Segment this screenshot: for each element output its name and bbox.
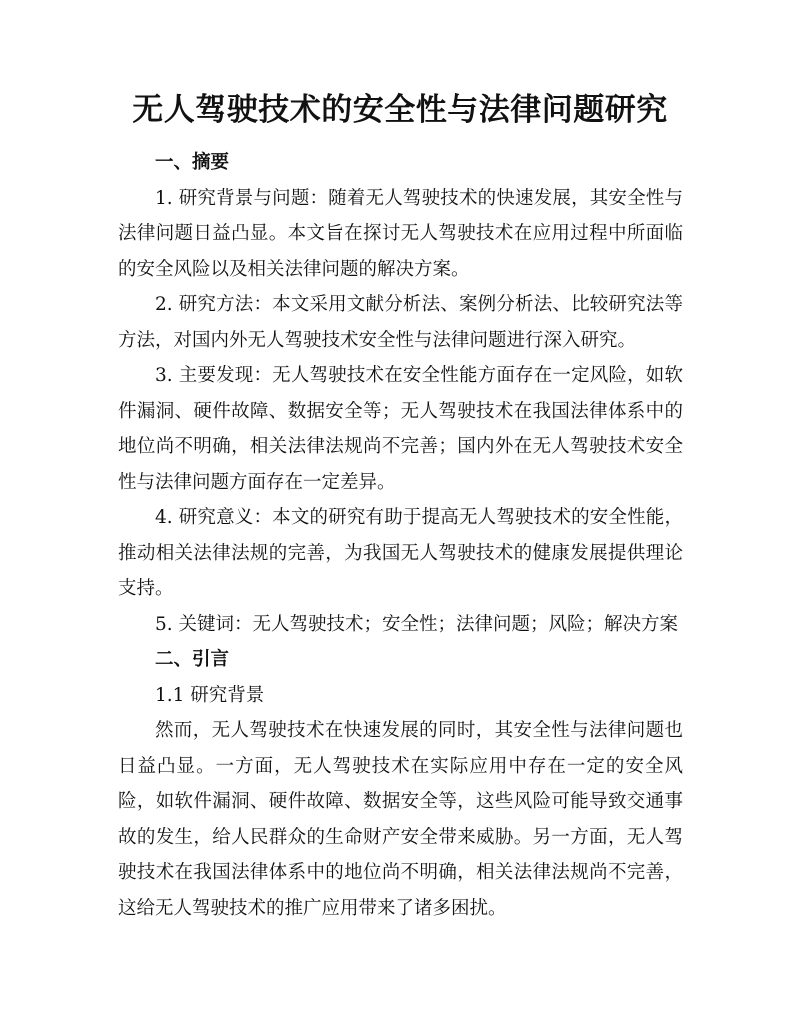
document-body [118, 145, 683, 926]
abstract-item-methods: 2. 研究方法：本文采用文献分析法、案例分析法、比较研究法等方法，对国内外无人驾驶技术安全性与法律问题进行深入研究。 [118, 294, 683, 351]
abstract-item-significance: 4. 研究意义：本文的研究有助于提高无人驾驶技术的安全性能，推动相关法律法规的完善，为我国无人驾驶技术的健康发展提供理论支持。 [118, 507, 683, 599]
abstract-item-keywords: 5. 关键词：无人驾驶技术；安全性；法律问题；风险；解决方案 [155, 613, 679, 635]
abstract-item-background: 1. 研究背景与问题：随着无人驾驶技术的快速发展，其安全性与法律问题日益凸显。本文旨在探讨无人驾驶技术在应用过程中所面临的安全风险以及相关法律问题的解决方案。 [118, 187, 683, 280]
introduction-paragraph: 然而，无人驾驶技术在快速发展的同时，其安全性与法律问题也日益凸显。一方面，无人驾驶技术在实际应用中存在一定的安全风险，如软件漏洞、硬件故障、数据安全等，这些风险可能导致交通事故的发生，给人民群众的生命财产安全带来威胁。另一方面，无人驾驶技术在我国法律体系中的地位尚不明确，相关法律法规尚不完善，这给无人驾驶技术的推广应用带来了诸多困扰。 [118, 720, 683, 919]
section-heading-introduction: 二、引言 [155, 649, 230, 670]
section-heading-abstract: 一、摘要 [155, 152, 230, 173]
abstract-item-findings: 3. 主要发现：无人驾驶技术在安全性能方面存在一定风险，如软件漏洞、硬件故障、数据安全等；无人驾驶技术在我国法律体系中的地位尚不明确，相关法律法规尚不完善；国内外在无人驾驶技术安全性与法律问题方面存在一定差异。 [118, 365, 683, 493]
subsection-heading-background: 1.1 研究背景 [155, 684, 265, 706]
document-title: 无人驾驶技术的安全性与法律问题研究 [132, 92, 668, 128]
